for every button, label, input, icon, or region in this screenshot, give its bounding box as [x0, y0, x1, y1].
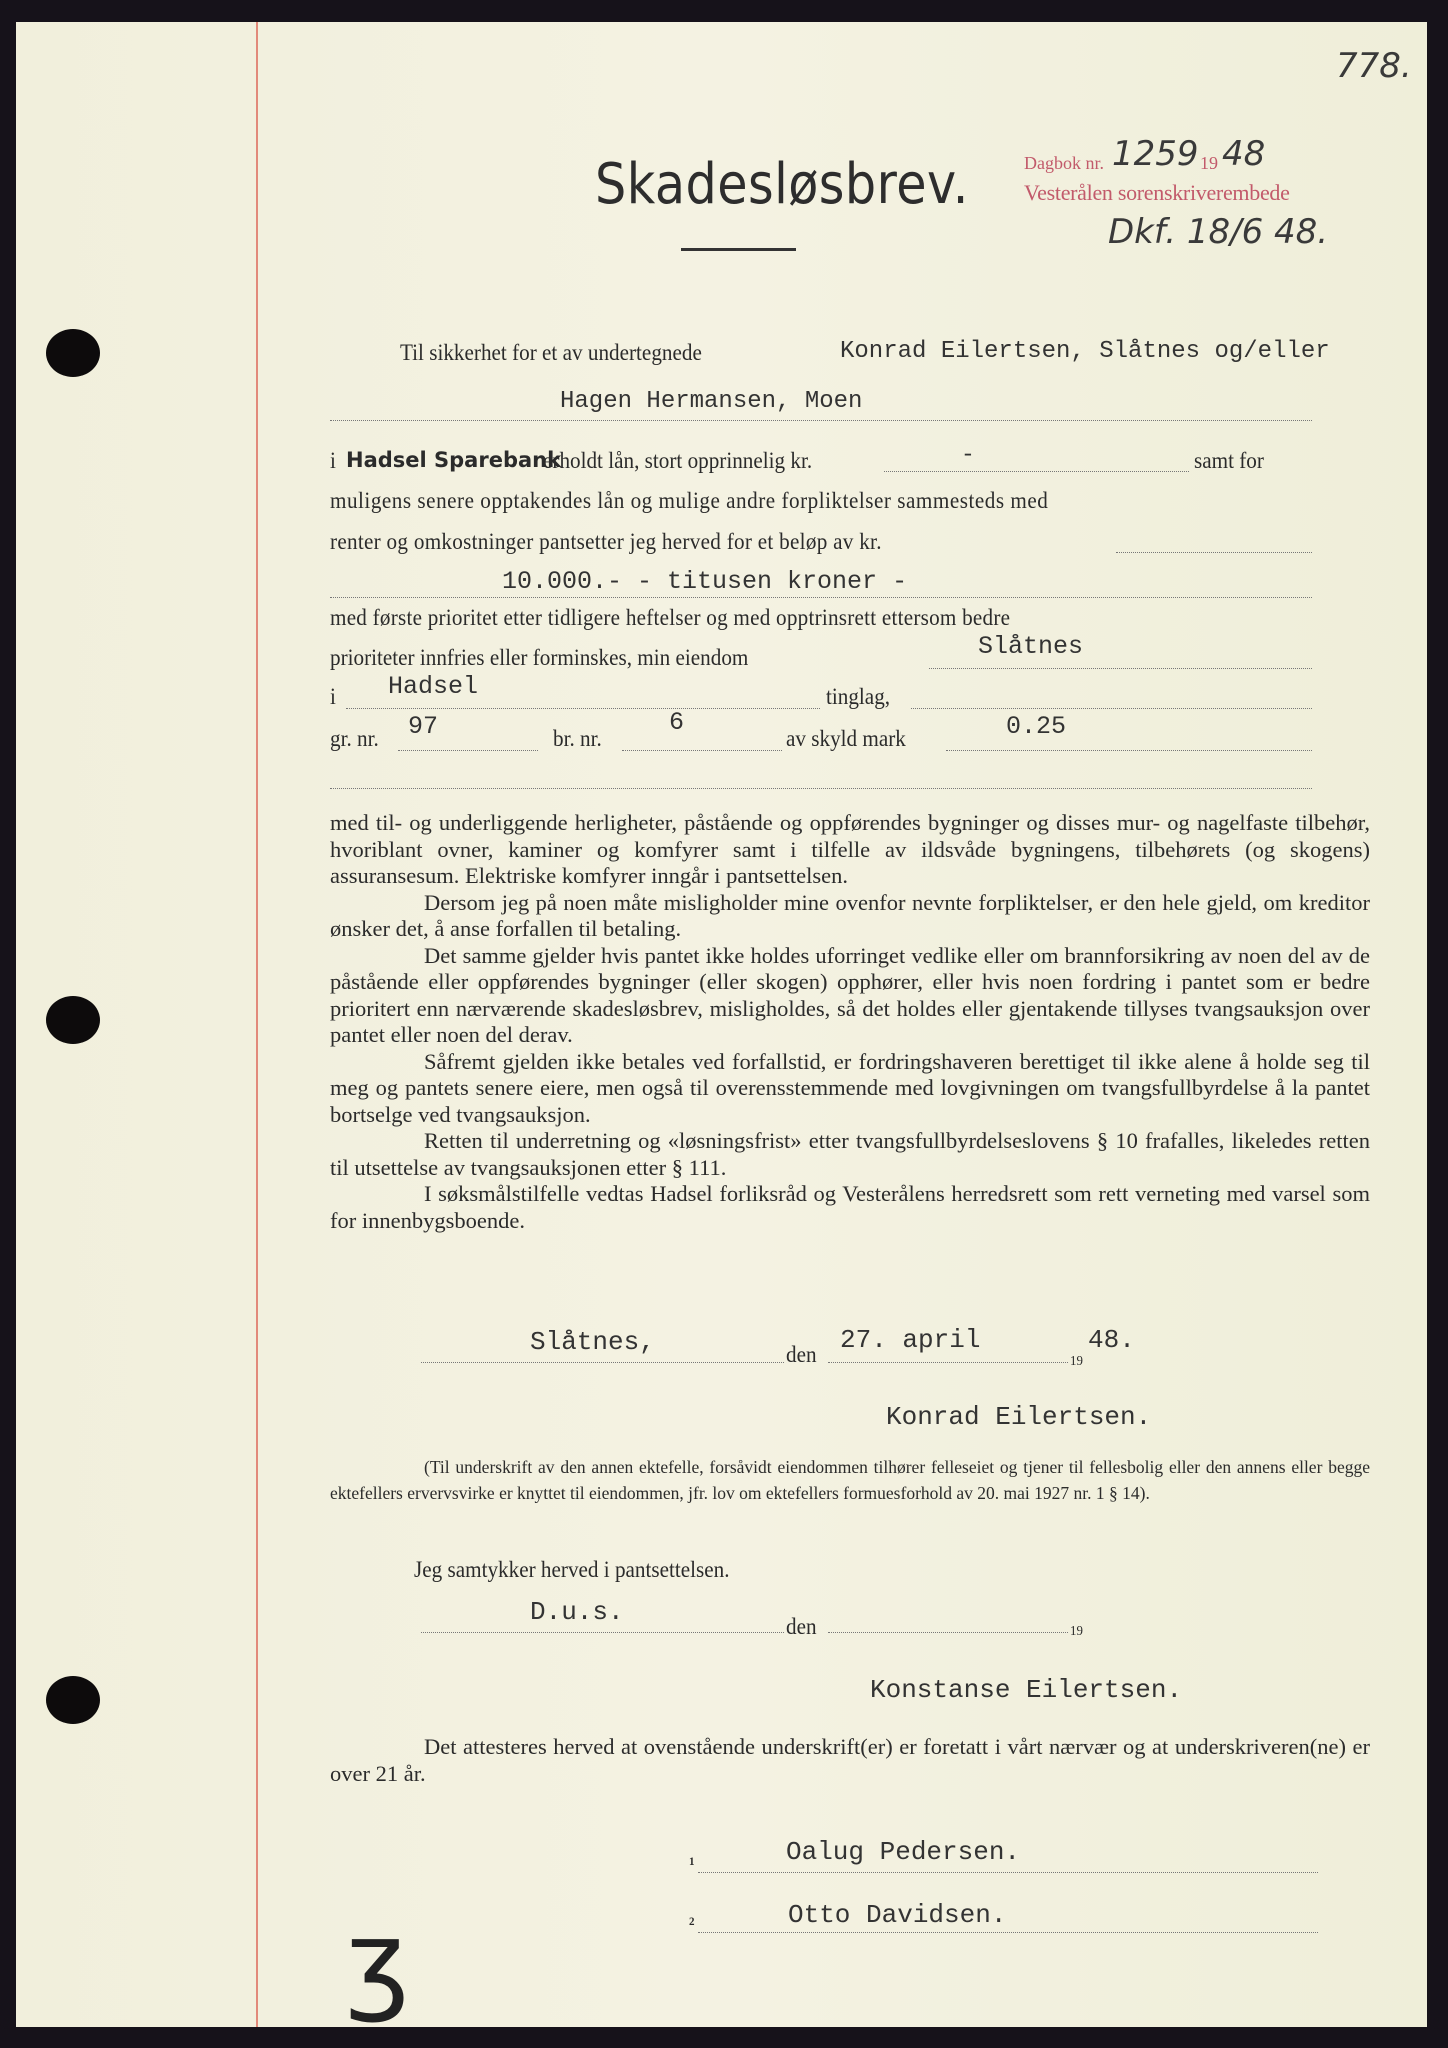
bank-name: Hadsel Sparebank	[346, 448, 562, 472]
terms-paragraph: Det samme gjelder hvis pantet ikke holdes uforringet vedlike eller om brannforsikring av noen del av de påstående eller oppførendes bygninger (eller skogen) opphører, eller hvis noen fordring i pantet som er bedre prioritert enn nærværende skadesløsbrev, misligholdes, så det holdes eller gjentakende tillyses tvangsauksjon over pantet eller noen del derav.	[330, 942, 1370, 1047]
year-prefix: 19	[1070, 1624, 1083, 1639]
loan-line-6: prioriteter innfries eller forminskes, min eiendom	[330, 645, 749, 670]
witness-number: 2	[689, 1914, 695, 1928]
consent-place: D.u.s.	[530, 1597, 624, 1627]
dotted-line	[421, 1632, 784, 1633]
br-nr-value: 6	[669, 708, 685, 737]
dotted-line	[911, 708, 1312, 709]
punch-hole-icon	[46, 996, 100, 1044]
terms-paragraph: Såfremt gjelden ikke betales ved forfallstid, er fordringshaveren berettiget til ikke alene å holde seg til meg og pantets senere eiere, men også til overensstemmende med lovgivningen om tvangsfullbyrdelse å la pantet bortselge ved tvangsauksjon.	[330, 1048, 1370, 1127]
terms-paragraph: med til- og underliggende herligheter, påstående og oppførendes bygninger og disses mur- og nagelfaste tilbehør, hvoriblant ovner, kaminer og komfyrer samt i tilfelle av ildsvåde bygningens, tilbehørets (og skogens) assuransesum. Elektriske komfyrer inngår i pantsettelsen.	[330, 810, 1370, 888]
punch-hole-icon	[46, 1676, 100, 1724]
signing-place: Slåtnes,	[530, 1327, 655, 1357]
witness-name: Oalug Pedersen.	[786, 1837, 1021, 1867]
dotted-line	[421, 1362, 784, 1363]
dotted-line	[946, 750, 1312, 751]
dotted-line	[330, 420, 1312, 421]
margin-initial: ʒ	[346, 1897, 410, 2025]
dotted-line	[398, 750, 538, 751]
document-page	[16, 22, 1427, 2027]
debtor-line-1: Konrad Eilertsen, Slåtnes og/eller	[840, 338, 1330, 365]
dotted-line	[346, 708, 820, 709]
dotted-line	[1116, 552, 1312, 553]
tinglag-label: tinglag,	[826, 684, 891, 709]
spouse-note: (Til underskrift av den annen ektefelle, forsåvidt eiendommen tilhører felleseiet og tjener til fellesbolig eller den annens eller begge ektefellers ervervsvirke er knyttet til eiendommen, jfr. lov om ektefellers formuesforhold av 20. mai 1927 nr. 1 § 14).	[330, 1457, 1370, 1503]
registration-note: Dkf. 18/6 48.	[1108, 212, 1329, 252]
dotted-line	[622, 750, 782, 751]
i-label: i	[330, 684, 336, 709]
terms-paragraph: Retten til underretning og «løsningsfrist» etter tvangsfullbyrdelseslovens § 10 frafalles, likeledes retten til utsettelse av tvangsauksjonen etter § 111.	[330, 1128, 1370, 1180]
witness-number: 1	[689, 1854, 695, 1868]
attestation-text: Det attesteres herved at ovenstående underskrift(er) er foretatt i vårt nærvær og at underskriveren(ne) er over 21 år.	[330, 1734, 1370, 1786]
gr-nr-value: 97	[408, 712, 439, 741]
terms-section	[330, 810, 1370, 1234]
dotted-line	[698, 1872, 1318, 1873]
stamp-dagbok-number: 1259	[1112, 134, 1199, 174]
consent-signer: Konstanse Eilertsen.	[870, 1675, 1183, 1705]
terms-paragraph: I søksmålstilfelle vedtas Hadsel forliksråd og Vesterålens herredsrett som rett verneting med varsel som for innenbygsboende.	[330, 1181, 1370, 1233]
terms-paragraph: Dersom jeg på noen måte misligholder mine ovenfor nevnte forpliktelser, er den hele gjeld, om kreditor ønsker det, å anse forfallen til betaling.	[330, 889, 1370, 941]
stamp-year-prefix: 19	[1200, 153, 1218, 173]
red-margin-line	[256, 22, 258, 2027]
consent-text: Jeg samtykker herved i pantsettelsen.	[414, 1557, 730, 1582]
loan-line-3: renter og omkostninger pantsetter jeg herved for et beløp av kr.	[330, 529, 882, 554]
signer-name: Konrad Eilertsen.	[886, 1402, 1152, 1432]
witness-name: Otto Davidsen.	[788, 1900, 1007, 1930]
stamp-dagbok-label: Dagbok nr.	[1024, 153, 1104, 173]
stamp-office: Vesterålen sorenskriverembede	[1024, 180, 1290, 205]
year-prefix: 19	[1070, 1354, 1083, 1369]
signing-year: 48.	[1088, 1325, 1135, 1355]
property-name: Slåtnes	[978, 632, 1084, 661]
title-ornament	[681, 248, 796, 251]
skyld-label: av skyld mark	[786, 726, 906, 751]
loan-prefix: i	[330, 448, 336, 473]
loan-text-end: samt for	[1194, 448, 1264, 473]
den-label: den	[786, 1614, 817, 1639]
stamp-year: 48	[1222, 134, 1266, 174]
pledge-amount: 10.000.- - titusen kroner -	[502, 567, 908, 596]
loan-text: erholdt lån, stort opprinnelig kr.	[543, 448, 813, 473]
dotted-line	[929, 668, 1312, 669]
dotted-line	[884, 471, 1189, 472]
den-label: den	[786, 1342, 817, 1367]
loan-line-5: med første prioritet etter tidligere heftelser og med opptrinsrett ettersom bedre	[330, 605, 1011, 630]
loan-line-2: muligens senere opptakendes lån og mulige andre forpliktelser sammesteds med	[330, 488, 1049, 513]
dotted-line	[698, 1932, 1318, 1933]
dotted-line	[828, 1362, 1068, 1363]
skyld-value: 0.25	[1006, 712, 1067, 741]
dotted-line	[828, 1632, 1068, 1633]
municipality: Hadsel	[388, 672, 479, 701]
dotted-line	[330, 597, 1312, 598]
br-nr-label: br. nr.	[553, 726, 602, 751]
original-amount: -	[961, 442, 975, 468]
signing-date: 27. april	[840, 1325, 981, 1355]
dotted-line	[330, 788, 1312, 789]
gr-nr-label: gr. nr.	[330, 726, 379, 751]
document-title: Skadesløsbrev.	[595, 152, 969, 217]
debtor-line-2: Hagen Hermansen, Moen	[560, 388, 863, 415]
page-number: 778.	[1336, 46, 1412, 86]
intro-lead: Til sikkerhet for et av undertegnede	[400, 340, 702, 365]
punch-hole-icon	[46, 329, 100, 377]
